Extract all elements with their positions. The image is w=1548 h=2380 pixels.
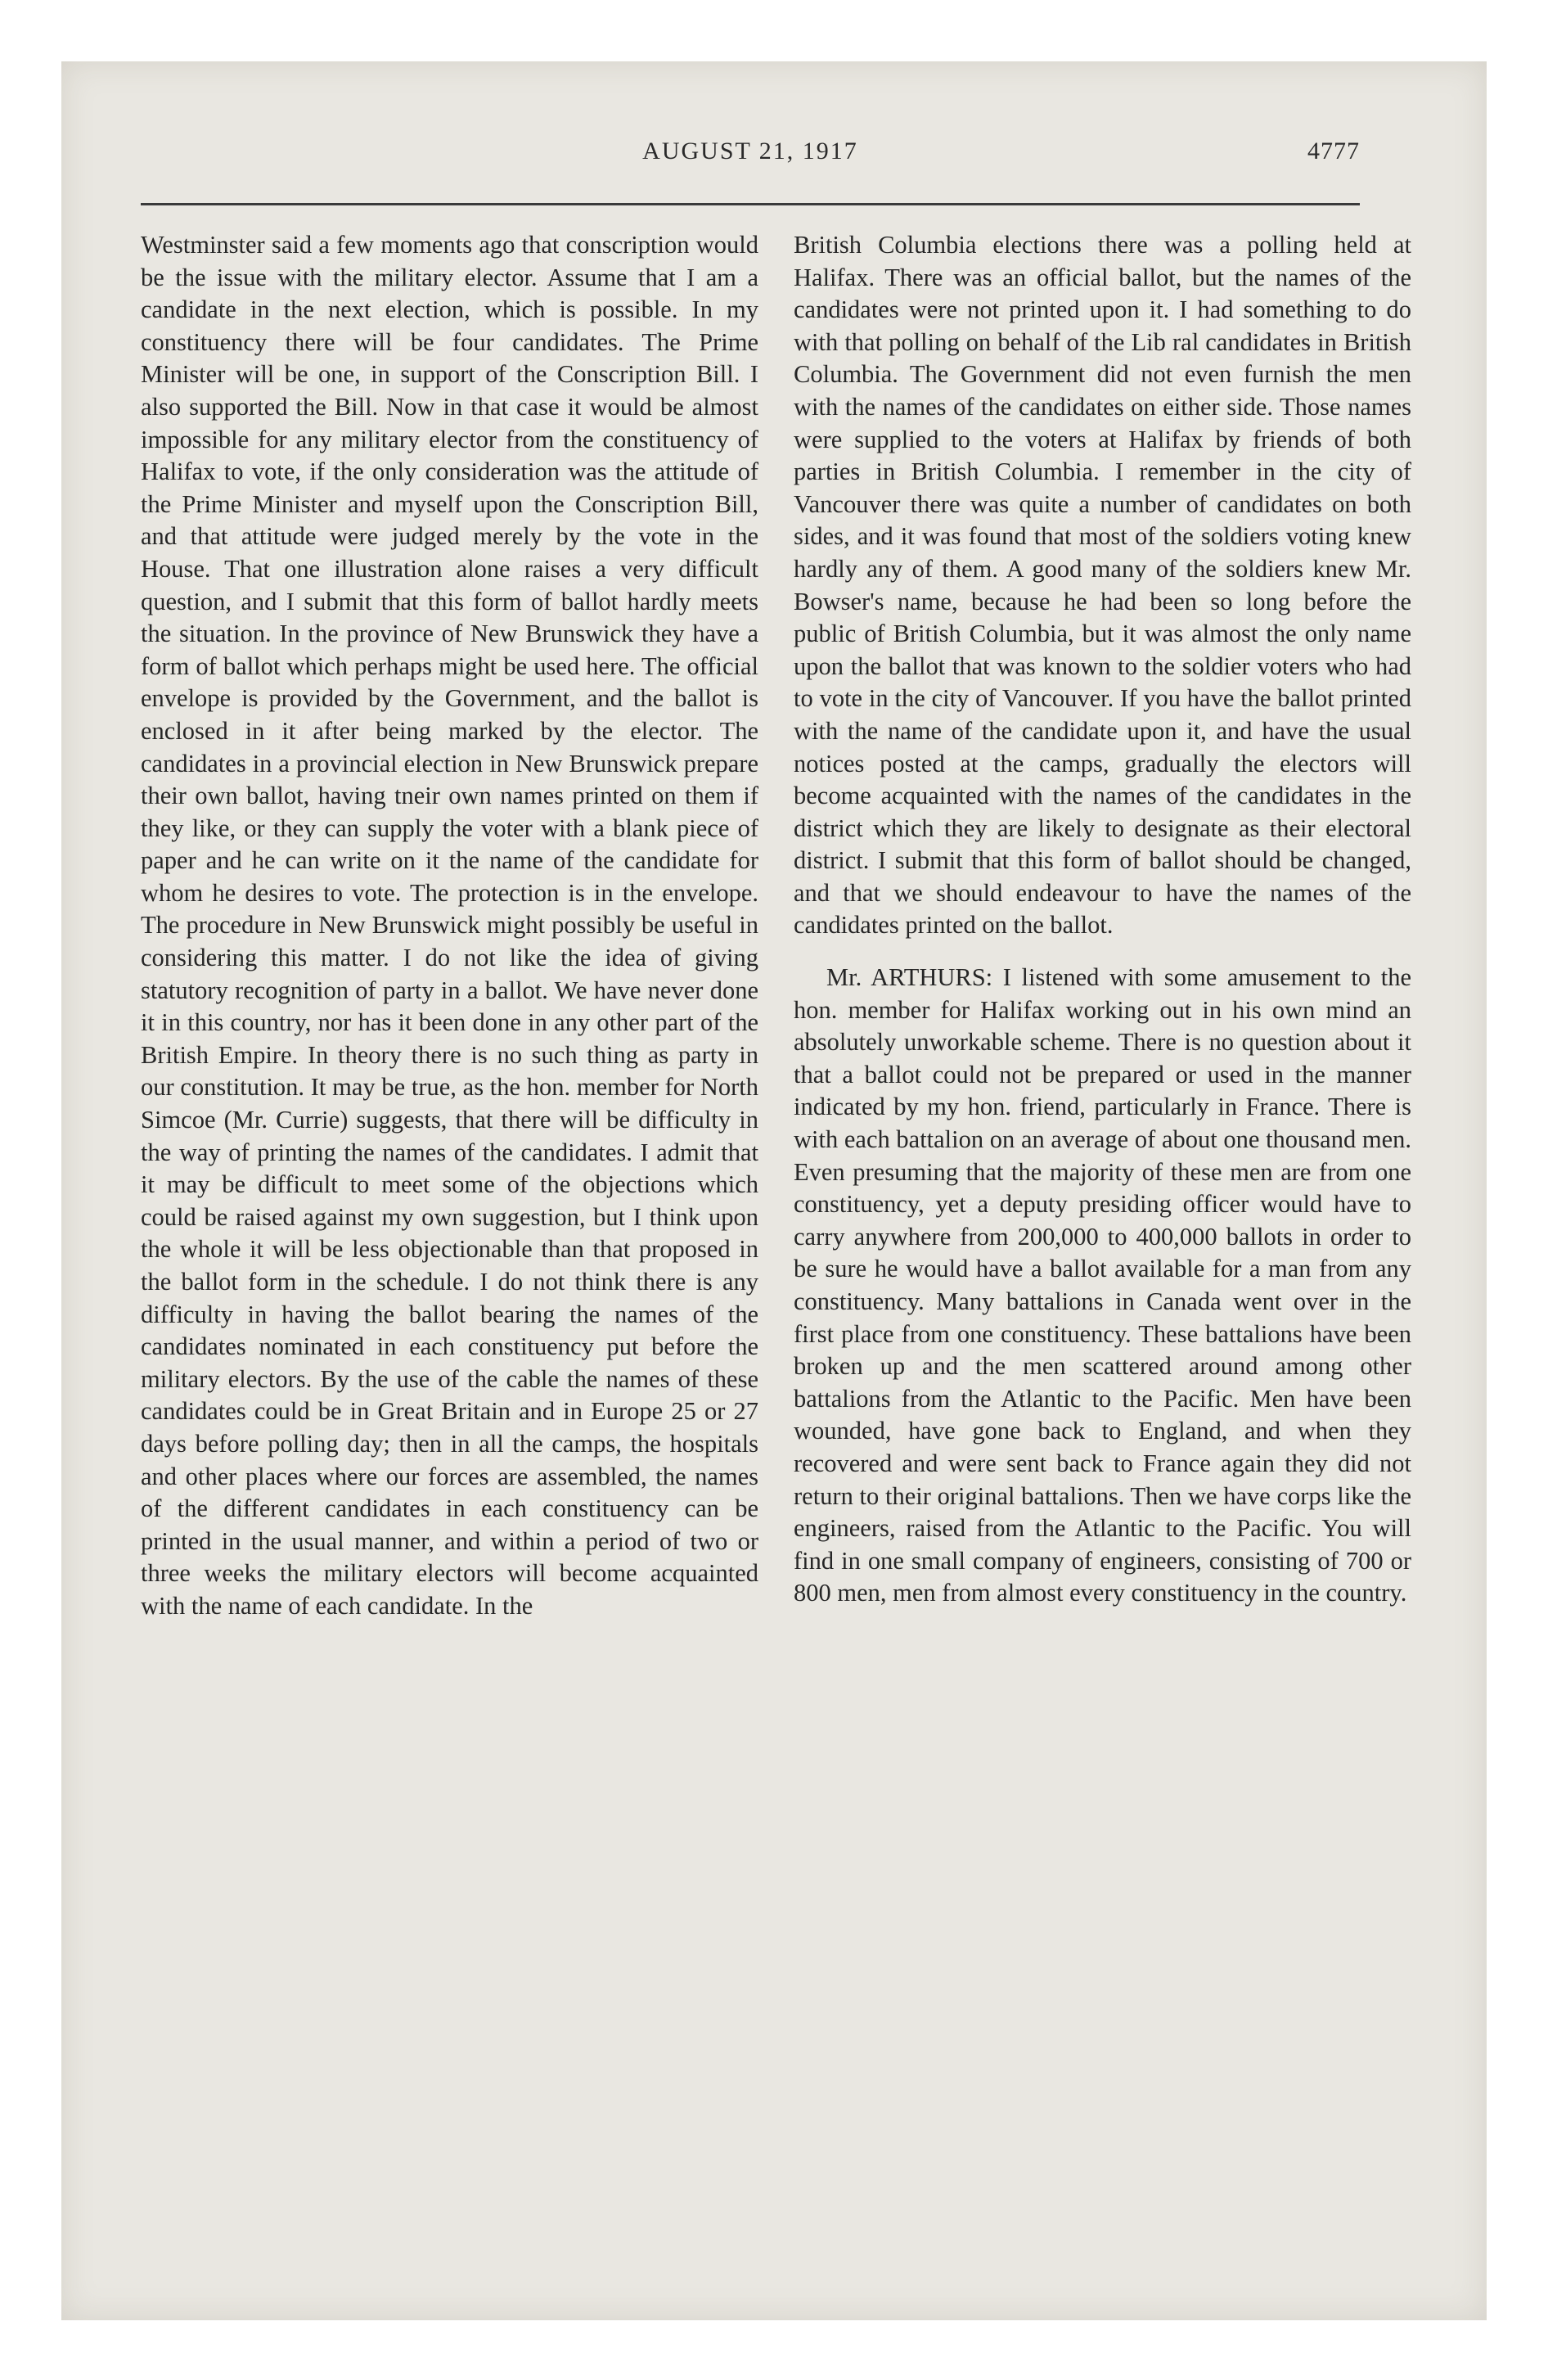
header-rule bbox=[141, 203, 1360, 205]
left-column bbox=[141, 229, 758, 1623]
left-paragraph-1: Westminster said a few moments ago that conscription would be the issue with the military elector. Assume that I am a candidate in the next election, which is possible. In my constituency there will be four candidates. The Prime Minister will be one, in support of the Conscription Bill. I also supported the Bill. Now in that case it would be almost impossible for any military elector from the constituency of Halifax to vote, if the only consideration was the attitude of the Prime Minister and myself upon the Conscription Bill, and that attitude were judged merely by the vote in the House. That one illustration alone raises a very difficult question, and I submit that this form of ballot hardly meets the situation. In the province of New Brunswick they have a form of ballot which perhaps might be used here. The official envelope is provided by the Government, and the ballot is enclosed in it after being marked by the elector. The candidates in a provincial election in New Brunswick prepare their own ballot, having tneir own names printed on them if they like, or they can supply the voter with a blank piece of paper and he can write on it the name of the candidate for whom he desires to vote. The protection is in the envelope. The procedure in New Brunswick might possibly be useful in considering this matter. I do not like the idea of giving statutory recognition of party in a ballot. We have never done it in this country, nor has it been done in any other part of the British Empire. In theory there is no such thing as party in our constitution. It may be true, as the hon. member for North Simcoe (Mr. Currie) suggests, that there will be difficulty in the way of printing the names of the candidates. I admit that it may be difficult to meet some of the objections which could be raised against my own suggestion, but I think upon the whole it will be less objectionable than that proposed in the ballot form in the schedule. I do not think there is any difficulty in having the ballot bearing the names of the candidates nominated in each constituency put before the military electors. By the use of the cable the names of these candidates could be in Great Britain and in Europe 25 or 27 days before polling day; then in all the camps, the hospitals and other places where our forces are assembled, the names of the different candidates in each constituency can be printed in the usual manner, and within a period of two or three weeks the military electors will become acquainted with the name of each candidate. In the bbox=[141, 231, 758, 1620]
right-paragraph-1: British Columbia elections there was a polling held at Halifax. There was an official ballot, but the names of the candidates were not printed upon it. I had something to do with that polling on behalf of the Lib ral candidates in British Columbia. The Government did not even furnish the men with the names of the candidates on either side. Those names were supplied to the voters at Halifax by friends of both parties in British Columbia. I remember in the city of Vancouver there was quite a number of candidates on both sides, and it was found that most of the soldiers voting knew hardly any of them. A good many of the soldiers knew Mr. Bowser's name, because he had been so long before the public of British Columbia, but it was almost the only name upon the ballot that was known to the soldier voters who had to vote in the city of Vancouver. If you have the ballot printed with the name of the candidate upon it, and have the usual notices posted at the camps, gradually the electors will become acquainted with the names of the candidates in the district which they are likely to designate as their electoral district. I submit that this form of ballot should be changed, and that we should endeavour to have the names of the candidates printed on the ballot. bbox=[794, 231, 1411, 940]
header-page-number: 4777 bbox=[1307, 137, 1360, 165]
page-header bbox=[141, 137, 1360, 180]
right-paragraph-2: Mr. ARTHURS: I listened with some amusement to the hon. member for Halifax working out in his own mind an absolutely unworkable scheme. There is no question about it that a ballot could not be prepared or used in the manner indicated by my hon. friend, particularly in France. There is with each battalion on an average of about one thousand men. Even presuming that the majority of these men are from one constituency, yet a deputy presiding officer would have to carry anywhere from 200,000 to 400,000 ballots in order to be sure he would have a ballot available for a man from any constituency. Many battalions in Canada went over in the first place from one constituency. These battalions have been broken up and the men scattered around among other battalions from the Atlantic to the Pacific. Men have been wounded, have gone back to England, and when they recovered and were sent back to France again they did not return to their original battalions. Then we have corps like the engineers, raised from the Atlantic to the Pacific. You will find in one small company of engineers, consisting of 700 or 800 men, men from almost every constituency in the country. bbox=[794, 963, 1411, 1607]
right-column bbox=[794, 229, 1411, 1610]
header-date: AUGUST 21, 1917 bbox=[642, 137, 858, 165]
